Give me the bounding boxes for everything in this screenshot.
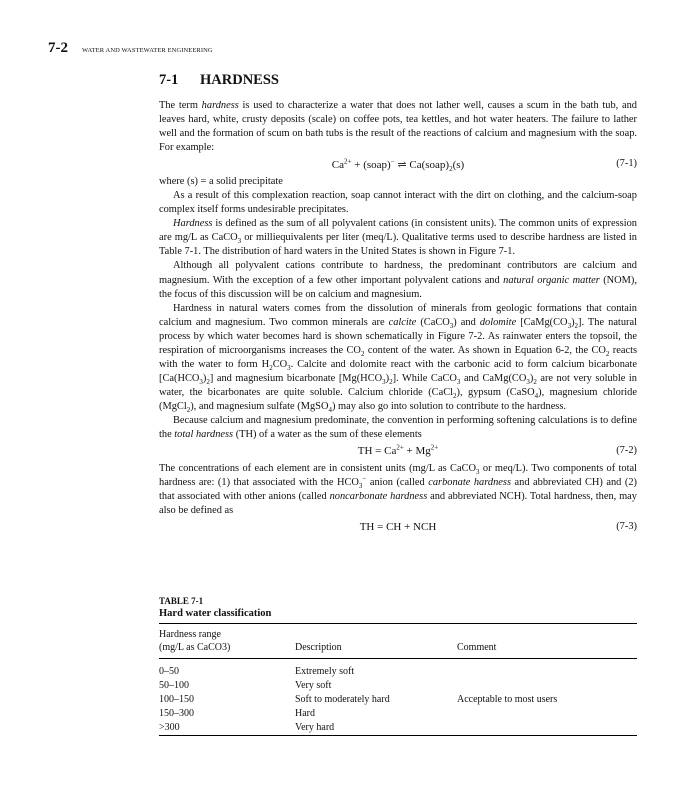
paragraph-6: Hardness in natural waters comes from the dissolution of minerals from geologic formations that contain calcium and magnesium. Two common minerals are calcite (CaCO$_3$) and dolomite $[CaMg(CO_3)_2]$. The natural process by which water becomes hard is shown schematically in Figure 7-2. As rainwater enters the topsoil, the respiration of microorganisms increases the $CO_2$ content of the water. As shown in Equation 6-2, the $CO_2$ reacts with the water to form $H_2CO_3$. Calcite and dolomite react with the carbonic acid to form calcium bicarbonate $[Ca(HCO_3)_2]$ and magnesium bicarbonate $[Mg(HCO_3)_2]$. While CaCO$_3$ and $CaMg(CO_3)_2$ are not very soluble in water, the bicarbonates are quite soluble. Calcium chloride (CaCl$_2$), gypsum (CaSO$_4$), magnesium chloride (MgCl$_2$), and magnesium sulfate (MgSO$_4$) may also go into solution to contribute to the hardness. bbox=[159, 302, 638, 415]
table-header-row bbox=[159, 626, 637, 659]
header-description: Description bbox=[295, 642, 342, 653]
equation-7-3: TH = CH + NCH (7-3) bbox=[359, 521, 637, 534]
table-row: 150–300 Hard bbox=[159, 708, 315, 719]
equation-7-1: $Ca^{2+}$ + (soap)− ⇌ $Ca(soap)_2(s)$ (7-1) bbox=[331, 157, 637, 174]
table-label: TABLE 7-1 bbox=[159, 596, 204, 606]
paragraph-7: Because calcium and magnesium predominate, the convention in performing softening calculations is to define the total hardness (TH) of a water as the sum of these elements bbox=[159, 414, 637, 441]
section-heading bbox=[159, 72, 637, 89]
table-row: 0–50 Extremely soft bbox=[159, 666, 355, 677]
section-number: 7-1 bbox=[159, 72, 179, 88]
paragraph-2: where (s) = a solid precipitate bbox=[159, 176, 283, 188]
header-hardness-range: Hardness range (mg/L as CaCO3) bbox=[159, 629, 231, 653]
equilibrium-arrow: ⇌ bbox=[394, 159, 410, 172]
equation-7-2: TH = $Ca^{2+} + Mg^{2+}$ (7-2) bbox=[357, 443, 637, 458]
equation-number: (7-1) bbox=[616, 158, 637, 170]
running-head bbox=[48, 40, 213, 57]
paragraph-3: As a result of this complexation reaction, soap cannot interact with the dirt on clothing, and the calcium-soap complex itself forms undesirable precipitates. bbox=[159, 190, 637, 216]
table-row: >300 Very hard bbox=[159, 722, 335, 733]
header-comment: Comment bbox=[457, 642, 497, 653]
table-title: Hard water classification bbox=[159, 608, 272, 619]
paragraph-5: Although all polyvalent cations contribute to hardness, the predominant contributors are calcium and magnesium. With the exception of a few other important polyvalent cations and natural organic matter (NOM), the focus of this discussion will be on calcium and magnesium. bbox=[159, 260, 637, 300]
equation-number: (7-3) bbox=[616, 521, 637, 533]
page-number: 7-2 bbox=[48, 40, 68, 56]
table-row: 50–100 Very soft bbox=[159, 680, 332, 691]
table-row: 100–150 Soft to moderately hard Acceptable to most users bbox=[159, 694, 558, 705]
section-title: HARDNESS bbox=[200, 72, 279, 88]
book-title: WATER AND WASTEWATER ENGINEERING bbox=[82, 47, 213, 54]
paragraph-8: The concentrations of each element are in consistent units (mg/L as CaCO$_3$ or meq/L). Two components of total hardness are: (1) that associated with the $HCO_3^-$ anion (called carbonate hardness and abbreviated CH) and (2) that associated with other anions (called noncarbonate hardness and abbreviated NCH). Total hardness, then, may also be defined as bbox=[159, 463, 637, 517]
paragraph-4: Hardness is defined as the sum of all polyvalent cations (in consistent units). The common units of expression are mg/L as CaCO$_3$ or milliequivalents per liter (meq/L). Qualitative terms used to describe hardness are listed in Table 7-1. The distribution of hard waters in the United States is shown in Figure 7-1. bbox=[159, 218, 638, 258]
table-7-1 bbox=[159, 596, 637, 736]
hardness-table bbox=[159, 626, 637, 736]
paragraph-1: The term hardness is used to characterize a water that does not lather well, causes a scum in the bath tub, and leaves hard, white, crusty deposits (scale) on coffee pots, tea kettles, and hot water heaters. The failure to lather well and the formation of scum on bath tubs is the result of the reactions of calcium and magnesium with the soap. For example: bbox=[159, 100, 637, 154]
equation-number: (7-2) bbox=[616, 445, 637, 457]
main-content bbox=[159, 72, 637, 538]
